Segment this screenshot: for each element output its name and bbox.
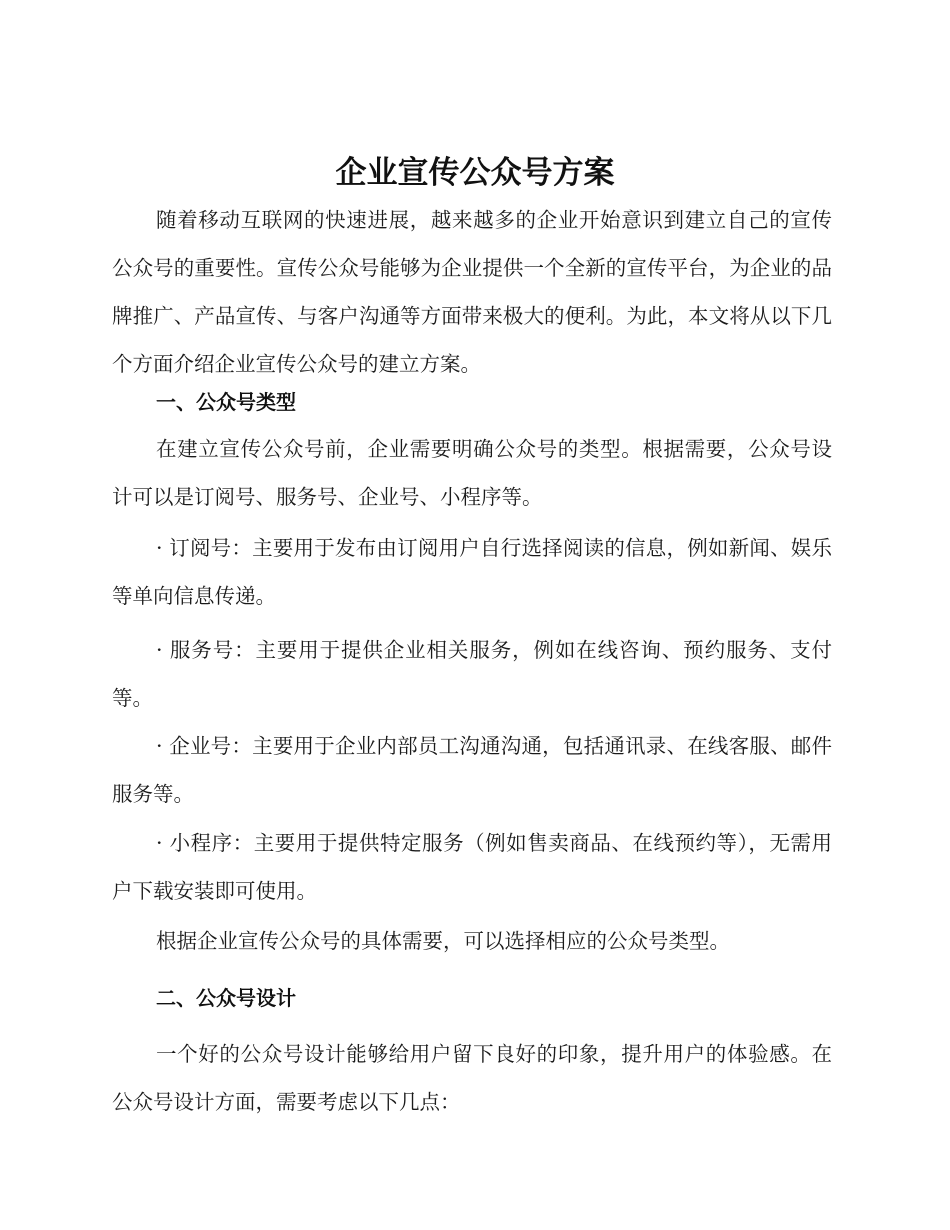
- bullet-subscription: · 订阅号：主要用于发布由订阅用户自行选择阅读的信息，例如新闻、娱乐等单向信息传递。: [112, 536, 832, 608]
- section-heading-design: 二、公众号设计: [156, 986, 296, 1010]
- intro-paragraph: 随着移动互联网的快速进展，越来越多的企业开始意识到建立自己的宣传公众号的重要性。宣传公众号能够为企业提供一个全新的宣传平台，为企业的品牌推广、产品宣传、与客户沟通等方面带来极大的便利。为此，本文将从以下几个方面介绍企业宣传公众号的建立方案。: [112, 208, 832, 376]
- bullet-enterprise: · 企业号：主要用于企业内部员工沟通沟通，包括通讯录、在线客服、邮件服务等。: [112, 734, 832, 806]
- design-paragraph: 一个好的公众号设计能够给用户留下良好的印象，提升用户的体验感。在公众号设计方面，需要考虑以下几点：: [112, 1042, 832, 1114]
- types-closing-paragraph: 根据企业宣传公众号的具体需要，可以选择相应的公众号类型。: [156, 929, 730, 953]
- document-title: 企业宣传公众号方案: [335, 155, 615, 191]
- bullet-service: · 服务号：主要用于提供企业相关服务，例如在线咨询、预约服务、支付等。: [112, 638, 832, 710]
- section-heading-types: 一、公众号类型: [156, 390, 296, 414]
- types-paragraph: 在建立宣传公众号前，企业需要明确公众号的类型。根据需要，公众号设计可以是订阅号、服务号、企业号、小程序等。: [112, 437, 832, 509]
- bullet-miniprogram: · 小程序：主要用于提供特定服务（例如售卖商品、在线预约等），无需用户下载安装即可使用。: [112, 831, 832, 903]
